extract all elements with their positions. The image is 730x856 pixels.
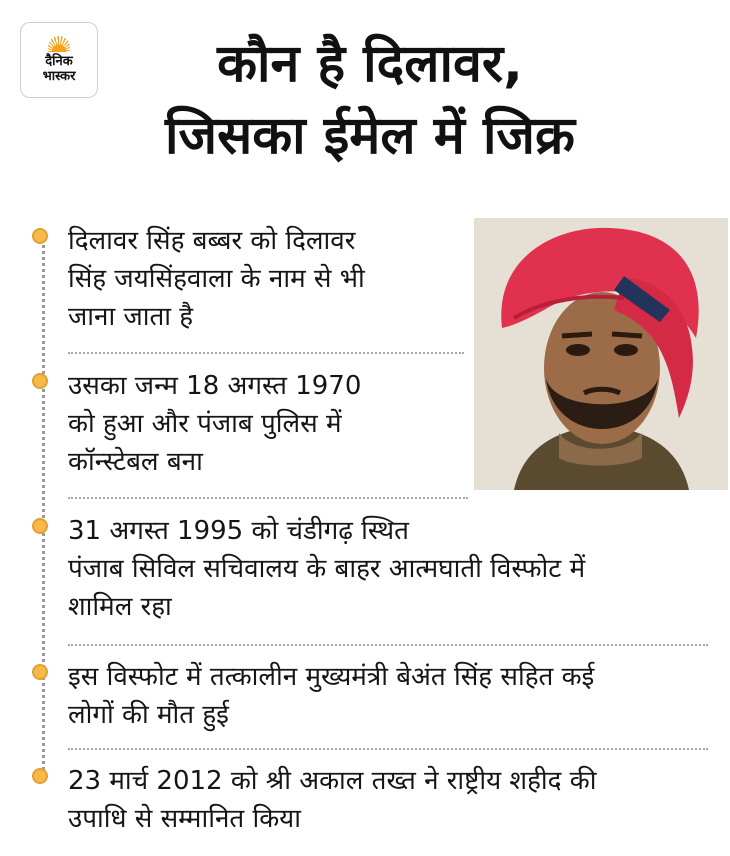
dainik-bhaskar-logo <box>20 22 98 98</box>
item-text: 23 मार्च 2012 को श्री अकाल तख्त ने राष्ट्रीय शहीद की उपाधि से सम्मानित किया <box>68 766 597 834</box>
timeline-line <box>42 238 45 778</box>
sun-icon <box>48 36 70 52</box>
bullet-dot-icon <box>32 518 48 534</box>
portrait-photo <box>474 218 728 490</box>
title-line-1: कौन है दिलावर, <box>217 34 523 94</box>
portrait-illustration <box>474 218 728 490</box>
bullet-dot-icon <box>32 373 48 389</box>
item-text: उसका जन्म 18 अगस्त 1970 को हुआ और पंजाब पुलिस में कॉन्स्टेबल बना <box>68 371 362 477</box>
title-line-2: जिसका ईमेल में जिक्र <box>165 106 575 166</box>
bullet-dot-icon <box>32 768 48 784</box>
item-text: 31 अगस्त 1995 को चंडीगढ़ स्थित पंजाब सिविल सचिवालय के बाहर आत्मघाती विस्फोट में शामिल रहा <box>68 516 586 622</box>
page-title <box>100 28 640 172</box>
item-text: दिलावर सिंह बब्बर को दिलावर सिंह जयसिंहवाला के नाम से भी जाना जाता है <box>68 226 365 332</box>
bullet-dot-icon <box>32 228 48 244</box>
item-text: इस विस्फोट में तत्कालीन मुख्यमंत्री बेअंत सिंह सहित कई लोगों की मौत हुई <box>68 662 595 730</box>
logo-line-1: दैनिक <box>45 54 73 69</box>
divider <box>68 497 468 499</box>
divider <box>68 352 464 354</box>
divider <box>68 644 708 646</box>
logo-line-2: भास्कर <box>42 69 76 84</box>
divider <box>68 748 708 750</box>
bullet-dot-icon <box>32 664 48 680</box>
